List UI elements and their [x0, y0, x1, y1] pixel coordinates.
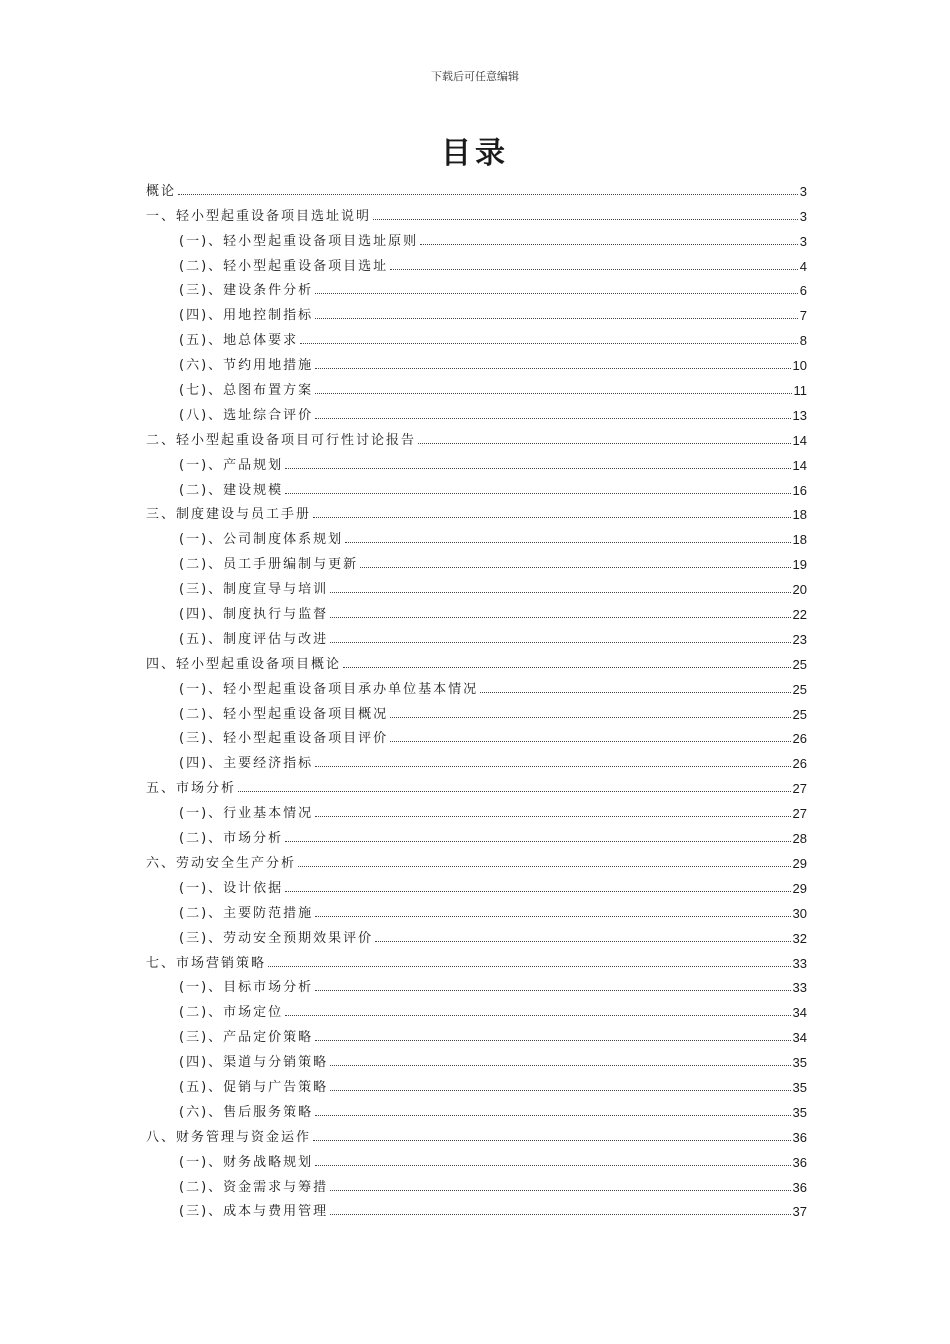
toc-entry-label: (一)、产品规划 — [179, 457, 284, 473]
toc-entry-page: 10 — [792, 358, 807, 374]
toc-entry-label: (二)、轻小型起重设备项目概况 — [179, 706, 389, 722]
toc-dot-leader — [315, 990, 790, 991]
toc-dot-leader — [330, 1090, 790, 1091]
toc-dot-leader — [330, 1065, 790, 1066]
toc-entry[interactable] — [146, 448, 807, 473]
toc-entry-page: 8 — [799, 333, 807, 349]
toc-entry-page: 35 — [792, 1079, 807, 1095]
toc-entry-page: 23 — [792, 631, 807, 647]
toc-entry[interactable] — [146, 298, 807, 323]
toc-entry-page: 19 — [792, 557, 807, 573]
toc-dot-leader — [315, 293, 798, 294]
toc-entry-label: (一)、轻小型起重设备项目承办单位基本情况 — [179, 681, 479, 697]
toc-entry[interactable] — [146, 771, 807, 796]
toc-dot-leader — [480, 692, 790, 693]
toc-dot-leader — [285, 468, 790, 469]
toc-entry-label: (一)、目标市场分析 — [179, 980, 314, 996]
toc-entry-page: 20 — [792, 582, 807, 598]
toc-entry-page: 34 — [792, 1005, 807, 1021]
toc-list — [146, 174, 807, 1219]
toc-entry[interactable] — [146, 871, 807, 896]
toc-dot-leader — [330, 642, 790, 643]
toc-entry-label: (七)、总图布置方案 — [179, 383, 314, 399]
toc-entry-label: (二)、建设规模 — [179, 482, 284, 498]
toc-entry-label: (一)、财务战略规划 — [179, 1154, 314, 1170]
toc-entry-label: 概论 — [146, 183, 177, 199]
toc-entry[interactable] — [146, 1120, 807, 1145]
toc-dot-leader — [285, 1015, 790, 1016]
toc-entry-label: 三、制度建设与员工手册 — [146, 507, 312, 523]
toc-entry-page: 13 — [792, 407, 807, 423]
toc-entry-page: 4 — [799, 258, 807, 274]
toc-entry-page: 26 — [792, 756, 807, 772]
toc-entry-page: 37 — [792, 1204, 807, 1220]
toc-entry-label: (二)、市场分析 — [179, 831, 284, 847]
toc-entry-page: 7 — [799, 308, 807, 324]
toc-entry-label: (二)、主要防范措施 — [179, 905, 314, 921]
toc-entry[interactable] — [146, 647, 807, 672]
toc-entry-label: (二)、市场定位 — [179, 1005, 284, 1021]
toc-entry[interactable] — [146, 348, 807, 373]
toc-entry-label: 五、市场分析 — [146, 781, 237, 797]
toc-entry[interactable] — [146, 722, 807, 747]
toc-dot-leader — [315, 1115, 790, 1116]
toc-dot-leader — [313, 1140, 791, 1141]
header-note: 下载后可任意编辑 — [431, 70, 519, 83]
toc-entry-label: (一)、行业基本情况 — [179, 806, 314, 822]
toc-entry-label: (六)、节约用地措施 — [179, 358, 314, 374]
toc-dot-leader — [315, 368, 790, 369]
toc-dot-leader — [238, 791, 791, 792]
toc-entry-page: 18 — [792, 532, 807, 548]
toc-entry-label: (五)、制度评估与改进 — [179, 631, 329, 647]
toc-entry-page: 33 — [792, 980, 807, 996]
toc-entry-page: 30 — [792, 905, 807, 921]
toc-dot-leader — [315, 916, 790, 917]
toc-dot-leader — [268, 966, 791, 967]
toc-entry[interactable] — [146, 746, 807, 771]
toc-entry-label: (三)、劳动安全预期效果评价 — [179, 930, 374, 946]
toc-dot-leader — [375, 941, 790, 942]
toc-dot-leader — [315, 1165, 790, 1166]
toc-entry[interactable] — [146, 323, 807, 348]
toc-entry-page: 25 — [792, 656, 807, 672]
toc-dot-leader — [330, 1214, 790, 1215]
toc-entry-label: 四、轻小型起重设备项目概论 — [146, 656, 342, 672]
toc-entry-label: (二)、轻小型起重设备项目选址 — [179, 258, 389, 274]
toc-entry[interactable] — [146, 547, 807, 572]
toc-dot-leader — [298, 866, 791, 867]
toc-dot-leader — [330, 617, 790, 618]
page-title: 目录 — [441, 136, 509, 171]
toc-dot-leader — [315, 318, 798, 319]
toc-entry[interactable] — [146, 846, 807, 871]
toc-entry-page: 36 — [792, 1154, 807, 1170]
toc-entry-label: 七、市场营销策略 — [146, 955, 267, 971]
toc-dot-leader — [315, 418, 790, 419]
toc-entry-page: 27 — [792, 781, 807, 797]
toc-entry-page: 33 — [792, 955, 807, 971]
toc-dot-leader — [420, 244, 798, 245]
toc-entry[interactable] — [146, 995, 807, 1020]
toc-entry[interactable] — [146, 672, 807, 697]
toc-dot-leader — [390, 717, 790, 718]
toc-entry-label: (八)、选址综合评价 — [179, 407, 314, 423]
toc-entry-label: (一)、设计依据 — [179, 880, 284, 896]
toc-entry-page: 35 — [792, 1104, 807, 1120]
toc-entry[interactable] — [146, 249, 807, 274]
toc-dot-leader — [345, 542, 790, 543]
toc-dot-leader — [373, 219, 798, 220]
toc-entry-label: 一、轻小型起重设备项目选址说明 — [146, 208, 372, 224]
toc-entry-page: 18 — [792, 507, 807, 523]
toc-entry[interactable] — [146, 274, 807, 299]
toc-dot-leader — [285, 891, 790, 892]
toc-entry-page: 14 — [792, 432, 807, 448]
toc-entry-label: (三)、产品定价策略 — [179, 1030, 314, 1046]
toc-dot-leader — [285, 493, 790, 494]
toc-entry-label: 二、轻小型起重设备项目可行性讨论报告 — [146, 432, 417, 448]
toc-entry-label: (三)、制度宣导与培训 — [179, 582, 329, 598]
toc-entry[interactable] — [146, 224, 807, 249]
toc-entry-label: (一)、公司制度体系规划 — [179, 532, 344, 548]
toc-dot-leader — [343, 667, 791, 668]
toc-entry-page: 29 — [792, 880, 807, 896]
toc-entry-label: (三)、轻小型起重设备项目评价 — [179, 731, 389, 747]
toc-dot-leader — [360, 567, 790, 568]
toc-entry[interactable] — [146, 199, 807, 224]
toc-entry-page: 32 — [792, 930, 807, 946]
toc-entry-label: (四)、渠道与分销策略 — [179, 1055, 329, 1071]
toc-entry[interactable] — [146, 971, 807, 996]
toc-dot-leader — [315, 766, 790, 767]
toc-entry[interactable] — [146, 796, 807, 821]
toc-entry-page: 27 — [792, 806, 807, 822]
toc-entry-page: 34 — [792, 1030, 807, 1046]
toc-entry-label: (二)、员工手册编制与更新 — [179, 557, 359, 573]
toc-dot-leader — [178, 194, 798, 195]
toc-entry-page: 25 — [792, 706, 807, 722]
toc-entry[interactable] — [146, 1070, 807, 1095]
toc-entry[interactable] — [146, 473, 807, 498]
toc-entry[interactable] — [146, 1020, 807, 1045]
toc-entry[interactable] — [146, 622, 807, 647]
toc-entry-label: (三)、成本与费用管理 — [179, 1204, 329, 1220]
toc-entry[interactable] — [146, 946, 807, 971]
toc-entry-label: (四)、主要经济指标 — [179, 756, 314, 772]
toc-dot-leader — [330, 592, 790, 593]
toc-entry-label: (五)、地总体要求 — [179, 333, 299, 349]
toc-dot-leader — [390, 269, 798, 270]
toc-entry[interactable] — [146, 174, 807, 199]
toc-entry[interactable] — [146, 398, 807, 423]
toc-entry[interactable] — [146, 1170, 807, 1195]
toc-entry-page: 14 — [792, 457, 807, 473]
toc-entry[interactable] — [146, 1045, 807, 1070]
toc-entry-label: (二)、资金需求与筹措 — [179, 1179, 329, 1195]
toc-dot-leader — [418, 443, 791, 444]
toc-entry-page: 22 — [792, 607, 807, 623]
toc-entry-page: 26 — [792, 731, 807, 747]
toc-dot-leader — [300, 343, 798, 344]
toc-entry[interactable] — [146, 1095, 807, 1120]
toc-entry-page: 36 — [792, 1129, 807, 1145]
toc-dot-leader — [315, 393, 791, 394]
toc-dot-leader — [315, 816, 790, 817]
toc-entry-label: (六)、售后服务策略 — [179, 1104, 314, 1120]
toc-entry[interactable] — [146, 572, 807, 597]
toc-entry[interactable] — [146, 697, 807, 722]
toc-entry-page: 35 — [792, 1055, 807, 1071]
toc-entry[interactable] — [146, 373, 807, 398]
toc-entry-label: 八、财务管理与资金运作 — [146, 1129, 312, 1145]
toc-entry-page: 16 — [792, 482, 807, 498]
toc-entry-page: 28 — [792, 831, 807, 847]
toc-entry[interactable] — [146, 896, 807, 921]
toc-entry-page: 3 — [799, 233, 807, 249]
toc-dot-leader — [315, 1040, 790, 1041]
toc-entry-page: 29 — [792, 855, 807, 871]
toc-entry[interactable] — [146, 423, 807, 448]
toc-entry-page: 36 — [792, 1179, 807, 1195]
toc-entry[interactable] — [146, 921, 807, 946]
toc-entry-page: 3 — [799, 208, 807, 224]
toc-entry[interactable] — [146, 522, 807, 547]
toc-entry[interactable] — [146, 597, 807, 622]
toc-entry-label: (四)、用地控制指标 — [179, 308, 314, 324]
toc-dot-leader — [313, 517, 791, 518]
toc-entry[interactable] — [146, 821, 807, 846]
toc-entry-page: 3 — [799, 183, 807, 199]
toc-entry-label: (三)、建设条件分析 — [179, 283, 314, 299]
toc-entry-label: (四)、制度执行与监督 — [179, 607, 329, 623]
toc-entry[interactable] — [146, 1195, 807, 1220]
toc-dot-leader — [330, 1190, 790, 1191]
toc-entry[interactable] — [146, 498, 807, 523]
toc-entry-label: (一)、轻小型起重设备项目选址原则 — [179, 233, 419, 249]
toc-entry-page: 6 — [799, 283, 807, 299]
toc-entry-page: 11 — [793, 383, 807, 399]
toc-entry-page: 25 — [792, 681, 807, 697]
toc-entry-label: (五)、促销与广告策略 — [179, 1079, 329, 1095]
toc-dot-leader — [390, 741, 790, 742]
toc-entry-label: 六、劳动安全生产分析 — [146, 855, 297, 871]
toc-dot-leader — [285, 841, 790, 842]
toc-entry[interactable] — [146, 1145, 807, 1170]
